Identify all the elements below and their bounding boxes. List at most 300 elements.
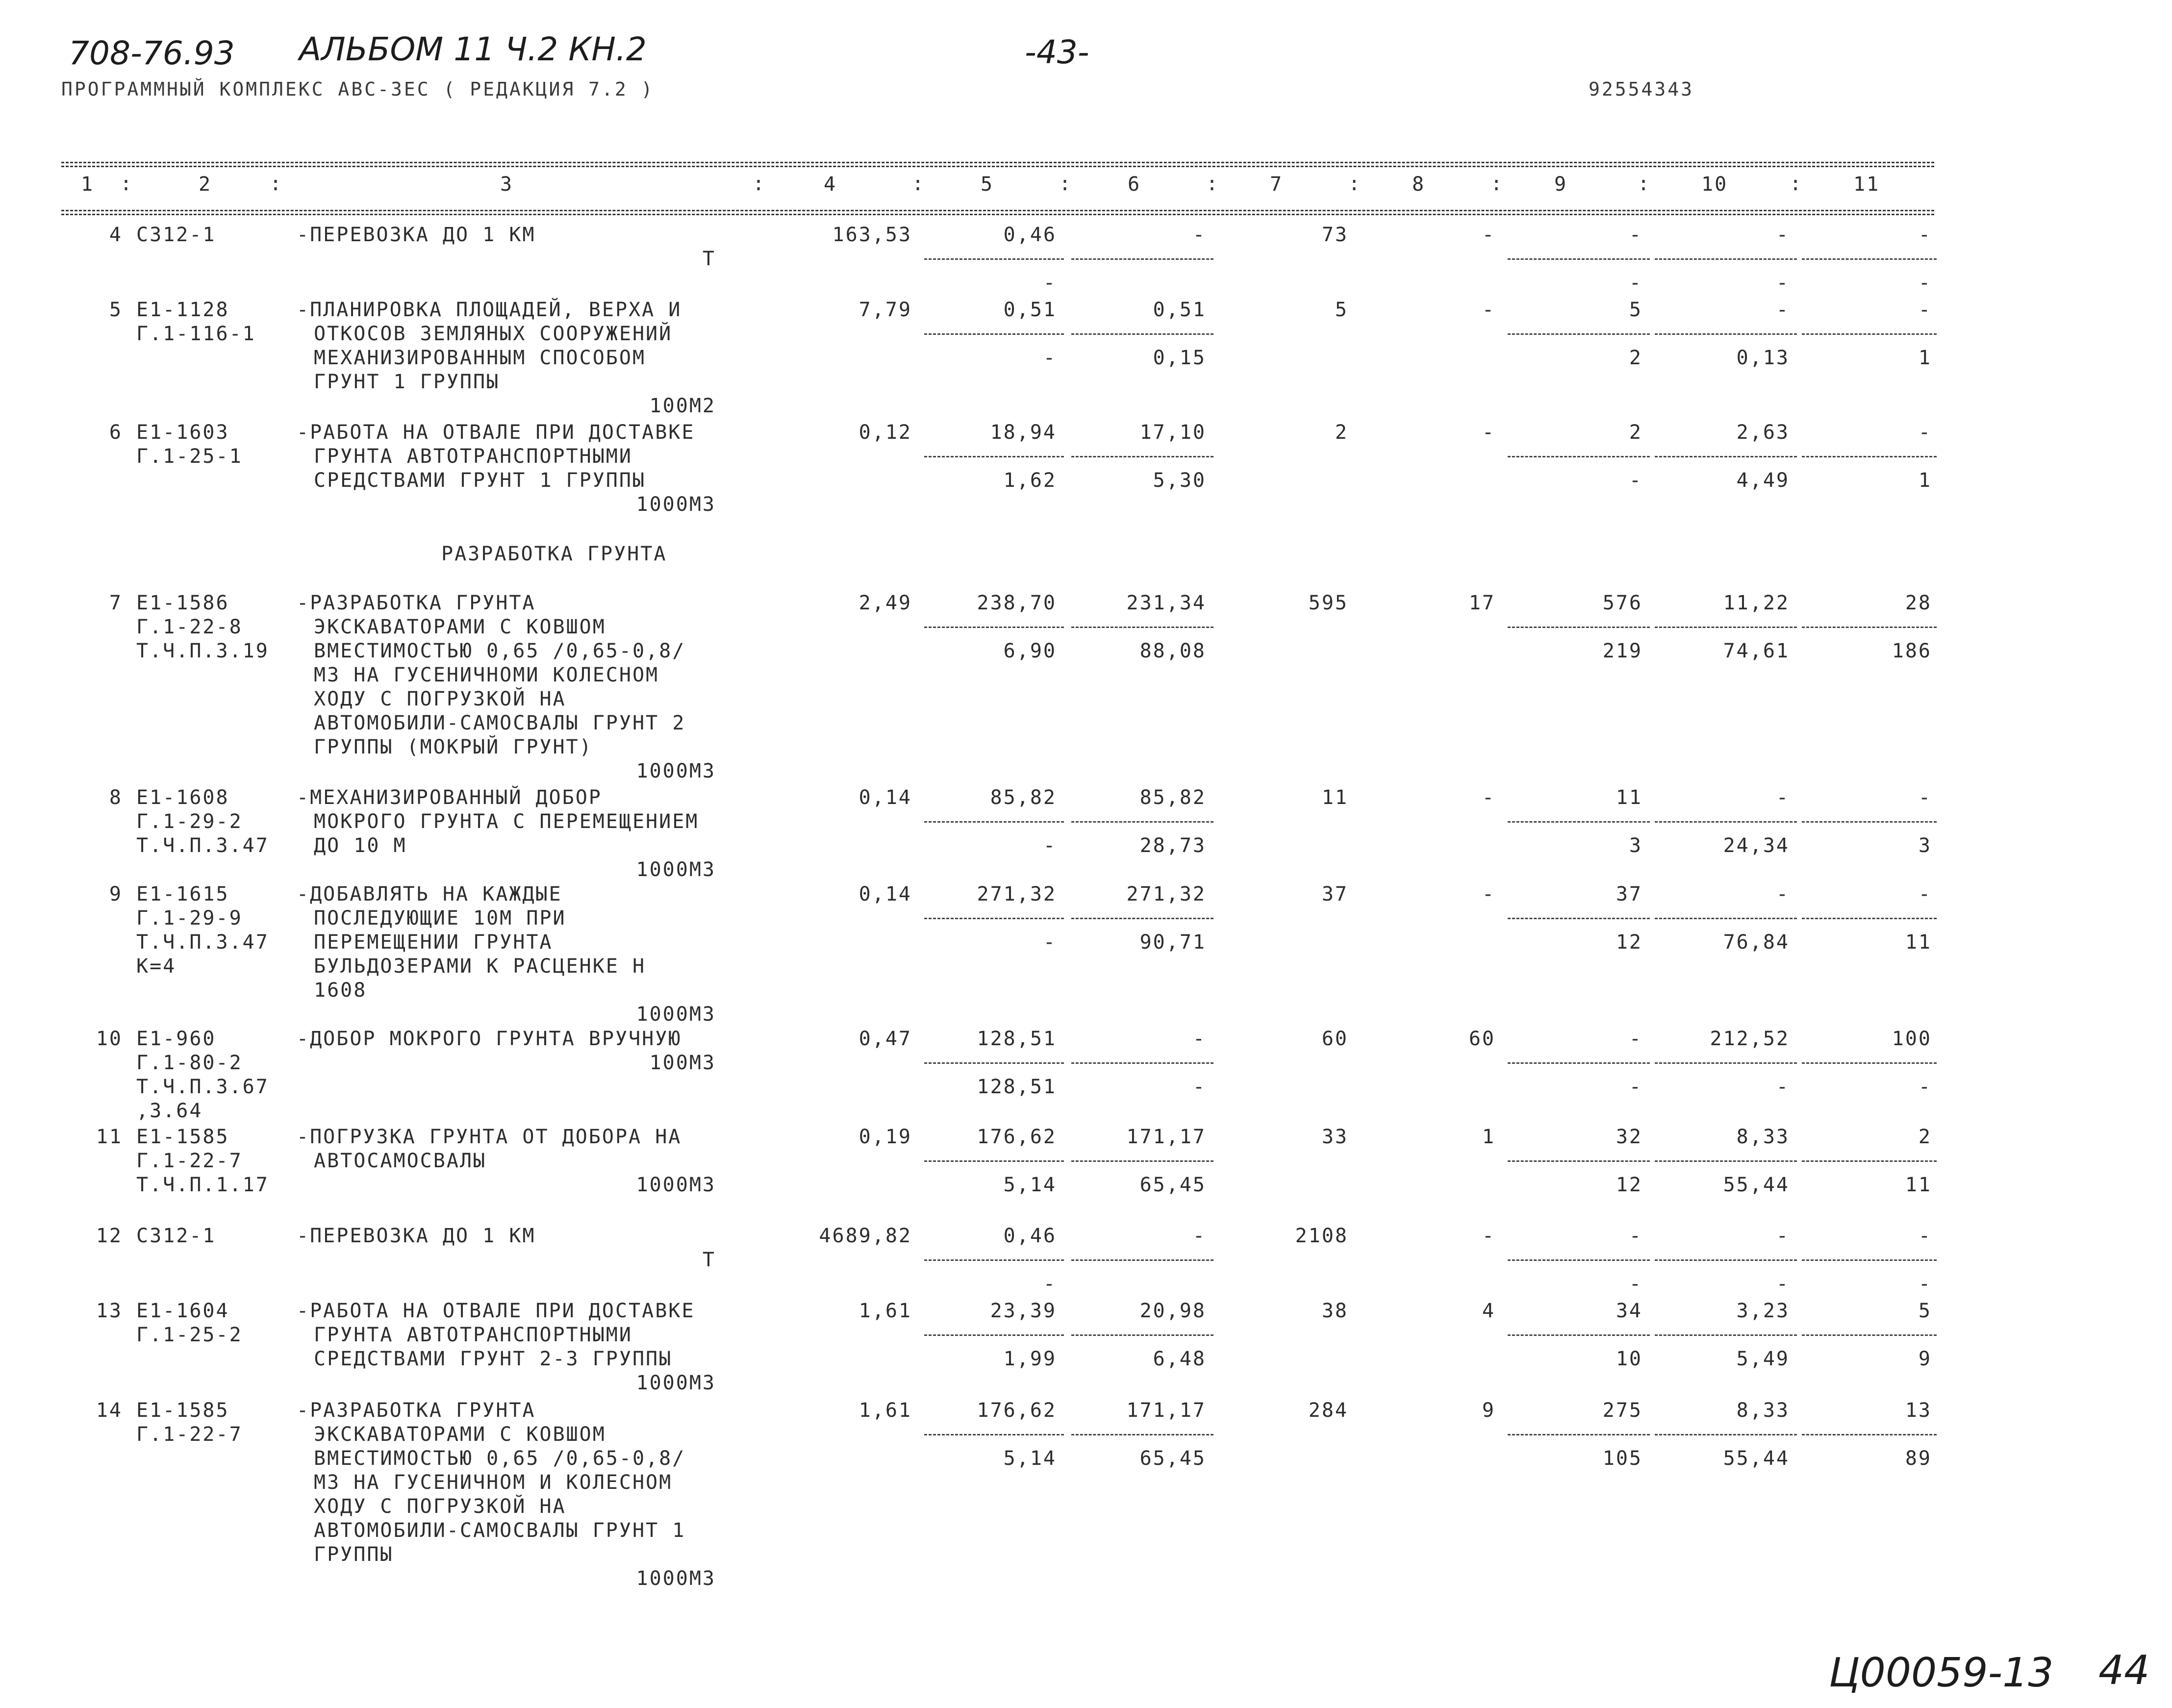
row-description: МЕХАНИЗИРОВАННЫМ СПОСОБОМ [314,347,646,369]
column-header-5: 5 [981,173,994,196]
col11-top: 2 [1918,1126,1932,1148]
row-number: 14 [96,1399,123,1422]
col5-bottom: 5,14 [1003,1174,1057,1196]
row-code: Е1-1585 [136,1126,229,1148]
fraction-rule [924,456,1064,457]
column-header-2: 2 [199,173,212,196]
row-number: 5 [109,299,123,321]
col10-top: - [1776,1225,1790,1247]
column-header-8: 8 [1412,173,1426,196]
row-number: 11 [96,1126,123,1148]
row-description: ЭКСКАВАТОРАМИ С КОВШОМ [314,1423,606,1446]
col11-top: - [1918,786,1932,809]
fraction-rule [1802,1259,1937,1261]
fraction-rule [1802,1434,1937,1435]
col4-value: 0,47 [859,1028,912,1050]
col5-top: 238,70 [977,592,1057,614]
col11-bottom: 11 [1905,931,1932,954]
row-code: Т.Ч.П.3.19 [136,640,269,662]
fraction-rule [1655,1259,1797,1261]
col11-bottom: 11 [1905,1174,1932,1196]
row-unit: 1000М3 [636,1003,716,1026]
row-code: С312-1 [136,224,216,246]
row-code: Г.1-29-9 [136,907,243,929]
row-unit: 1000М3 [636,858,716,881]
column-header-6: 6 [1128,173,1141,196]
col10-bottom: - [1776,272,1790,294]
col6-bottom: - [1192,1076,1206,1098]
row-unit: 100М2 [649,395,716,417]
col8-value: - [1482,421,1495,444]
col10-bottom: 0,13 [1736,347,1790,369]
col11-bottom: 3 [1918,834,1932,857]
col6-top: 271,32 [1126,883,1206,905]
row-description: -ДОБАВЛЯТЬ НА КАЖДЫЕ [297,883,562,905]
col7-value: 2108 [1295,1225,1348,1247]
col6-top: 85,82 [1139,786,1206,809]
col8-value: - [1482,299,1495,321]
col10-top: 212,52 [1710,1028,1790,1050]
fraction-rule [924,258,1064,260]
col11-bottom: - [1918,1076,1932,1098]
col8-value: 17 [1468,592,1495,614]
col6-top: 0,51 [1153,299,1206,321]
col11-top: - [1918,224,1932,246]
fraction-rule [1802,258,1937,260]
col7-value: 73 [1321,224,1348,246]
column-separator: : [1059,173,1071,195]
row-description: БУЛЬДОЗЕРАМИ К РАСЦЕНКЕ Н [314,955,646,978]
doc-number-handwritten: 708-76.93 [69,34,235,72]
column-header-4: 4 [824,173,837,196]
row-unit: 1000М3 [636,1174,716,1196]
table-top-rule [61,162,1934,163]
fraction-rule [1508,1062,1650,1064]
fraction-rule [924,1160,1064,1162]
row-description: ХОДУ С ПОГРУЗКОЙ НА [314,688,566,710]
fraction-rule [924,1062,1064,1064]
fraction-rule [924,1334,1064,1336]
row-number: 9 [109,883,123,905]
row-number: 12 [96,1225,123,1247]
column-separator: : [1790,173,1802,195]
fraction-rule [924,627,1064,628]
row-number: 7 [109,592,123,614]
row-description: ГРУНТА АВТОТРАНСПОРТНЫМИ [314,445,632,468]
col11-top: - [1918,421,1932,444]
column-header-1: 1 [81,173,95,196]
fraction-rule [1655,821,1797,823]
row-number: 10 [96,1028,123,1050]
col5-top: 0,46 [1003,1225,1057,1247]
col11-bottom: 186 [1892,640,1932,662]
col10-bottom: 74,61 [1723,640,1790,662]
fraction-rule [1508,258,1650,260]
col9-top: - [1629,1028,1642,1050]
col6-bottom: 65,45 [1139,1447,1206,1470]
col5-top: 0,51 [1003,299,1057,321]
fraction-rule [1655,1062,1797,1064]
col10-top: 8,33 [1736,1399,1790,1422]
table-header-rule-2 [61,214,1934,215]
fraction-rule [1655,918,1797,919]
row-description: АВТОМОБИЛИ-САМОСВАЛЫ ГРУНТ 1 [314,1519,686,1542]
row-code: ,3.64 [136,1100,203,1122]
col9-bottom: - [1629,469,1642,492]
fraction-rule [1071,627,1213,628]
fraction-rule [1071,821,1213,823]
col11-top: 28 [1905,592,1932,614]
row-code: Г.1-25-1 [136,445,243,468]
col8-value: - [1482,786,1495,809]
row-description: ГРУППЫ (МОКРЫЙ ГРУНТ) [314,736,593,758]
column-header-9: 9 [1554,173,1568,196]
row-unit: 1000М3 [636,760,716,782]
col7-value: 5 [1335,299,1348,321]
col9-top: 32 [1616,1126,1642,1148]
fraction-rule [1655,627,1797,628]
col11-top: 5 [1918,1300,1932,1322]
col9-bottom: - [1629,272,1642,294]
fraction-rule [1655,1160,1797,1162]
col4-value: 0,14 [859,883,912,905]
row-code: Г.1-29-2 [136,810,243,833]
row-description: СРЕДСТВАМИ ГРУНТ 1 ГРУППЫ [314,469,646,492]
section-title: РАЗРАБОТКА ГРУНТА [441,543,667,565]
col9-bottom: 10 [1616,1348,1642,1370]
row-description: ВМЕСТИМОСТЬЮ 0,65 /0,65-0,8/ [314,1447,686,1470]
col9-top: 5 [1629,299,1642,321]
table-top-rule-2 [61,166,1934,167]
col6-bottom: 0,15 [1153,347,1206,369]
col11-top: 13 [1905,1399,1932,1422]
row-unit: 1000М3 [636,1372,716,1394]
col9-top: 275 [1602,1399,1642,1422]
column-separator: : [1638,173,1650,195]
fraction-rule [1071,333,1213,335]
row-code: Е1-1586 [136,592,229,614]
row-number: 4 [109,224,123,246]
col5-top: 128,51 [977,1028,1057,1050]
col4-value: 163,53 [832,224,912,246]
row-description: АВТОМОБИЛИ-САМОСВАЛЫ ГРУНТ 2 [314,712,686,734]
document-code: 92554343 [1589,78,1694,100]
row-description: ПОСЛЕДУЮЩИЕ 10М ПРИ [314,907,566,929]
col11-bottom: - [1918,272,1932,294]
row-description: ГРУНТ 1 ГРУППЫ [314,371,500,393]
row-description: -МЕХАНИЗИРОВАННЫЙ ДОБОР [297,786,602,809]
col8-value: 4 [1482,1300,1495,1322]
sheet-number-handwritten: 44 [2098,1647,2150,1694]
col6-bottom: 88,08 [1139,640,1206,662]
col6-top: - [1192,224,1206,246]
row-description: ОТКОСОВ ЗЕМЛЯНЫХ СООРУЖЕНИЙ [314,323,673,345]
row-description: -РАЗРАБОТКА ГРУНТА [297,592,536,614]
row-description: -РАБОТА НА ОТВАЛЕ ПРИ ДОСТАВКЕ [297,1300,695,1322]
column-separator: : [120,173,132,195]
col8-value: 9 [1482,1399,1495,1422]
fraction-rule [1071,1259,1213,1261]
row-description: -ПОГРУЗКА ГРУНТА ОТ ДОБОРА НА [297,1126,682,1148]
col5-bottom: - [1043,1273,1057,1295]
col8-value: 1 [1482,1126,1495,1148]
row-number: 6 [109,421,123,444]
col7-value: 33 [1321,1126,1348,1148]
col9-top: 34 [1616,1300,1642,1322]
row-unit: 1000М3 [636,1567,716,1590]
row-code: Е1-1615 [136,883,229,905]
fraction-rule [1802,627,1937,628]
row-code: Г.1-22-7 [136,1423,243,1446]
col5-bottom: 1,62 [1003,469,1057,492]
row-code: Т.Ч.П.3.47 [136,834,269,857]
col6-bottom: 65,45 [1139,1174,1206,1196]
row-code: Г.1-25-2 [136,1324,243,1346]
col11-top: - [1918,1225,1932,1247]
row-description: -РАБОТА НА ОТВАЛЕ ПРИ ДОСТАВКЕ [297,421,695,444]
fraction-rule [924,918,1064,919]
fraction-rule [1071,1334,1213,1336]
fraction-rule [1655,1434,1797,1435]
column-header-7: 7 [1270,173,1284,196]
row-description: МОКРОГО ГРУНТА С ПЕРЕМЕЩЕНИЕМ [314,810,699,833]
col10-top: - [1776,299,1790,321]
col4-value: 7,79 [859,299,912,321]
col4-value: 0,19 [859,1126,912,1148]
col5-bottom: 6,90 [1003,640,1057,662]
col9-top: - [1629,224,1642,246]
fraction-rule [1508,1259,1650,1261]
table-header-rule [61,210,1934,211]
col8-value: - [1482,883,1495,905]
col9-top: 37 [1616,883,1642,905]
col9-top: - [1629,1225,1642,1247]
fraction-rule [1508,627,1650,628]
row-description: -ПЛАНИРОВКА ПЛОЩАДЕЙ, ВЕРХА И [297,299,682,321]
fraction-rule [1071,1062,1213,1064]
col9-bottom: - [1629,1076,1642,1098]
row-description: ДО 10 М [314,834,407,857]
row-code: Е1-1603 [136,421,229,444]
col6-bottom: 5,30 [1153,469,1206,492]
fraction-rule [1508,1434,1650,1435]
col9-top: 2 [1629,421,1642,444]
col4-value: 0,12 [859,421,912,444]
col10-bottom: 76,84 [1723,931,1790,954]
col5-top: 18,94 [990,421,1057,444]
row-code: Е1-1585 [136,1399,229,1422]
col7-value: 2 [1335,421,1348,444]
col7-value: 38 [1321,1300,1348,1322]
col10-bottom: 24,34 [1723,834,1790,857]
col10-bottom: 4,49 [1736,469,1790,492]
column-separator: : [270,173,282,195]
row-number: 8 [109,786,123,809]
col5-bottom: - [1043,272,1057,294]
col10-bottom: - [1776,1076,1790,1098]
col8-value: 60 [1468,1028,1495,1050]
col9-bottom: 105 [1602,1447,1642,1470]
column-separator: : [1206,173,1218,195]
col6-top: 171,17 [1126,1399,1206,1422]
fraction-rule [1071,918,1213,919]
col11-bottom: - [1918,1273,1932,1295]
row-code: Г.1-22-7 [136,1150,243,1172]
col9-top: 576 [1602,592,1642,614]
col5-bottom: - [1043,931,1057,954]
col11-top: 100 [1892,1028,1932,1050]
row-unit: 1000М3 [636,493,716,516]
row-description: ГРУНТА АВТОТРАНСПОРТНЫМИ [314,1324,632,1346]
row-description: -ПЕРЕВОЗКА ДО 1 КМ [297,1225,536,1247]
col4-value: 0,14 [859,786,912,809]
col4-value: 4689,82 [819,1225,912,1247]
col7-value: 11 [1321,786,1348,809]
row-code: Е1-960 [136,1028,216,1050]
col6-bottom: 6,48 [1153,1348,1206,1370]
fraction-rule [1071,1434,1213,1435]
col11-bottom: 1 [1918,469,1932,492]
column-separator: : [1348,173,1361,195]
col6-bottom: 28,73 [1139,834,1206,857]
fraction-rule [1508,1334,1650,1336]
column-header-10: 10 [1701,173,1728,196]
col11-top: - [1918,299,1932,321]
col7-value: 37 [1321,883,1348,905]
column-header-11: 11 [1853,173,1880,196]
fraction-rule [1802,1062,1937,1064]
row-code: Е1-1128 [136,299,229,321]
row-description: ПЕРЕМЕЩЕНИИ ГРУНТА [314,931,553,954]
row-description: СРЕДСТВАМИ ГРУНТ 2-3 ГРУППЫ [314,1348,673,1370]
fraction-rule [1508,333,1650,335]
row-description: 1608 [314,979,367,1002]
row-code: Г.1-116-1 [136,323,256,345]
row-code: Т.Ч.П.1.17 [136,1174,269,1196]
col5-top: 176,62 [977,1126,1057,1148]
col5-bottom: 128,51 [977,1076,1057,1098]
col4-value: 1,61 [859,1399,912,1422]
fraction-rule [1802,821,1937,823]
col4-value: 1,61 [859,1300,912,1322]
col8-value: - [1482,224,1495,246]
col10-top: 11,22 [1723,592,1790,614]
page-number: -43- [1025,33,1089,71]
col10-top: 8,33 [1736,1126,1790,1148]
col7-value: 284 [1308,1399,1348,1422]
col9-bottom: 219 [1602,640,1642,662]
row-number: 13 [96,1300,123,1322]
row-description: -ПЕРЕВОЗКА ДО 1 КМ [297,224,536,246]
col10-top: 2,63 [1736,421,1790,444]
fraction-rule [1802,918,1937,919]
col11-top: - [1918,883,1932,905]
col9-top: 11 [1616,786,1642,809]
row-description: -РАЗРАБОТКА ГРУНТА [297,1399,536,1422]
row-description: ЭКСКАВАТОРАМИ С КОВШОМ [314,616,606,638]
col5-bottom: 5,14 [1003,1447,1057,1470]
fraction-rule [1655,1334,1797,1336]
fraction-rule [1802,1334,1937,1336]
row-description: М3 НА ГУСЕНИЧНОМ И КОЛЕСНОМ [314,1471,673,1494]
column-header-3: 3 [500,173,514,196]
col6-top: 231,34 [1126,592,1206,614]
row-unit: 100М3 [649,1052,716,1074]
col11-bottom: 9 [1918,1348,1932,1370]
col6-bottom: 90,71 [1139,931,1206,954]
fraction-rule [1802,1160,1937,1162]
fraction-rule [1508,1160,1650,1162]
col6-top: 17,10 [1139,421,1206,444]
col10-bottom: 55,44 [1723,1447,1790,1470]
fraction-rule [924,333,1064,335]
col6-top: - [1192,1225,1206,1247]
col10-top: - [1776,883,1790,905]
col9-bottom: 12 [1616,1174,1642,1196]
row-code: Г.1-80-2 [136,1052,243,1074]
col10-top: 3,23 [1736,1300,1790,1322]
column-separator: : [912,173,924,195]
row-code: С312-1 [136,1225,216,1247]
row-code: Т.Ч.П.3.67 [136,1076,269,1098]
row-description: АВТОСАМОСВАЛЫ [314,1150,487,1172]
row-description: ГРУППЫ [314,1543,394,1566]
row-description: ХОДУ С ПОГРУЗКОЙ НА [314,1495,566,1518]
col4-value: 2,49 [859,592,912,614]
col5-top: 176,62 [977,1399,1057,1422]
col5-top: 23,39 [990,1300,1057,1322]
col5-top: 271,32 [977,883,1057,905]
fraction-rule [1655,258,1797,260]
program-line: ПРОГРАММНЫЙ КОМПЛЕКС АВС-3ЕС ( РЕДАКЦИЯ 7.2 ) [61,78,655,100]
col9-bottom: 2 [1629,347,1642,369]
fraction-rule [1508,918,1650,919]
col9-bottom: 3 [1629,834,1642,857]
col10-top: - [1776,224,1790,246]
album-handwritten: АЛЬБОМ 11 Ч.2 КН.2 [299,30,647,68]
row-description: -ДОБОР МОКРОГО ГРУНТА ВРУЧНУЮ [297,1028,682,1050]
fraction-rule [1802,456,1937,457]
col5-bottom: - [1043,347,1057,369]
col7-value: 60 [1321,1028,1348,1050]
fraction-rule [924,1259,1064,1261]
row-code: К=4 [136,955,177,978]
stamp-code-handwritten: Ц00059-13 [1829,1650,2054,1696]
col8-value: - [1482,1225,1495,1247]
row-unit: Т [702,1249,716,1271]
row-code: Г.1-22-8 [136,616,243,638]
col11-bottom: 1 [1918,347,1932,369]
fraction-rule [924,821,1064,823]
column-separator: : [753,173,765,195]
col5-bottom: - [1043,834,1057,857]
row-description: ВМЕСТИМОСТЬЮ 0,65 /0,65-0,8/ [314,640,686,662]
col5-top: 0,46 [1003,224,1057,246]
fraction-rule [1655,333,1797,335]
fraction-rule [1071,456,1213,457]
fraction-rule [1071,1160,1213,1162]
fraction-rule [1655,456,1797,457]
col10-bottom: - [1776,1273,1790,1295]
col9-bottom: - [1629,1273,1642,1295]
row-code: Т.Ч.П.3.47 [136,931,269,954]
col10-bottom: 55,44 [1723,1174,1790,1196]
column-separator: : [1490,173,1503,195]
row-description: М3 НА ГУСЕНИЧНОМИ КОЛЕСНОМ [314,664,659,686]
col7-value: 595 [1308,592,1348,614]
col9-bottom: 12 [1616,931,1642,954]
col10-top: - [1776,786,1790,809]
